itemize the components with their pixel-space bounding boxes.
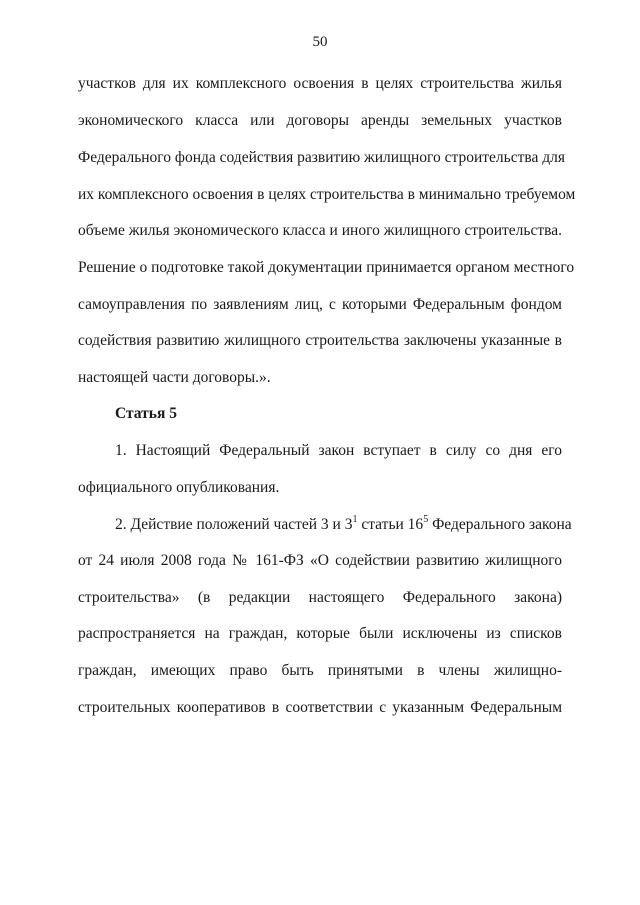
text-line: их комплексного освоения в целях строительства в минимально требуемом xyxy=(78,186,576,203)
text-line: участков для их комплексного освоения в целях строительства жилья xyxy=(78,75,562,92)
text-line: официального опубликования. xyxy=(78,479,280,496)
text-line: настоящей части договоры.». xyxy=(78,369,271,386)
text-line: строительства» (в редакции настоящего Федерального закона) xyxy=(78,589,562,606)
text-line: от 24 июля 2008 года № 161-ФЗ «О содействии развитию жилищного xyxy=(78,552,562,569)
text-line: Федерального фонда содействия развитию жилищного строительства для xyxy=(78,149,566,166)
text-line: распространяется на граждан, которые были исключены из списков xyxy=(78,625,562,642)
text-line-with-superscripts xyxy=(115,513,572,535)
text-segment: статьи 16 xyxy=(357,516,424,533)
superscript: 1 xyxy=(352,513,358,525)
page-number: 50 xyxy=(312,34,328,50)
text-segment: Федерального закона xyxy=(428,516,572,533)
text-line: граждан, имеющих право быть принятыми в члены жилищно- xyxy=(78,662,562,679)
text-line: самоуправления по заявлениям лиц, с которыми Федеральным фондом xyxy=(78,296,562,313)
text-line: строительных кооперативов в соответствии с указанным Федеральным xyxy=(78,699,562,716)
text-line: 1. Настоящий Федеральный закон вступает в силу со дня его xyxy=(115,442,562,459)
text-line: экономического класса или договоры аренды земельных участков xyxy=(78,112,562,129)
text-line: Решение о подготовке такой документации принимается органом местного xyxy=(78,259,575,276)
text-line: содействия развитию жилищного строительства заключены указанные в xyxy=(78,332,562,349)
superscript: 5 xyxy=(423,513,429,525)
text-line: объеме жилья экономического класса и иного жилищного строительства. xyxy=(78,222,562,239)
text-segment: 2. Действие положений частей 3 и 3 xyxy=(115,516,353,533)
article-heading: Статья 5 xyxy=(115,405,177,422)
